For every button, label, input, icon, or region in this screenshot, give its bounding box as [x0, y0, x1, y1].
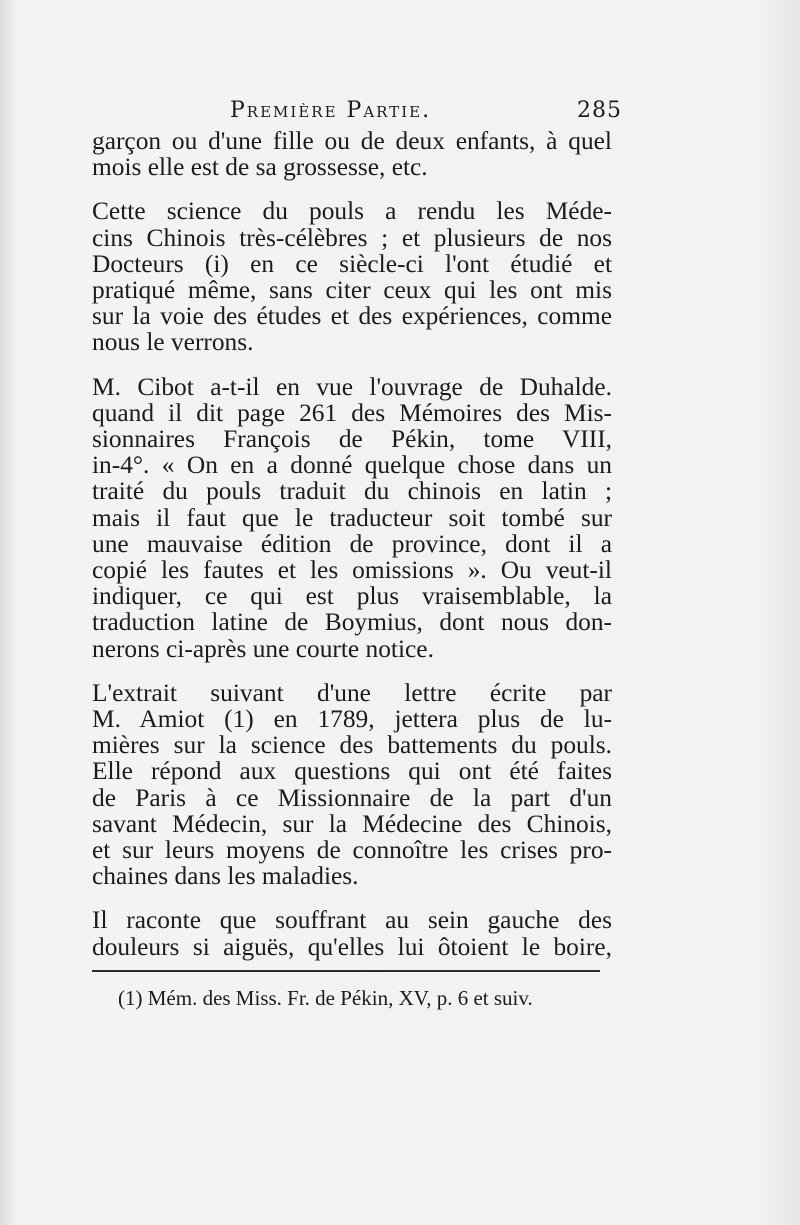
text-line: mois elle est de sa grossesse, etc. — [92, 153, 428, 182]
text-line: sur la voie des études et des expériences, comme — [92, 302, 612, 331]
text-line: traduction latine de Boymius, dont nous don- — [92, 608, 612, 637]
text-line: chaines dans les maladies. — [92, 862, 359, 891]
text-line: quand il dit page 261 des Mémoires des Mis- — [92, 398, 612, 427]
page-number: 285 — [577, 98, 622, 123]
paragraph — [92, 680, 612, 890]
text-line: M. Amiot (1) en 1789, jettera plus de lu- — [92, 705, 612, 734]
text-line: Elle répond aux questions qui ont été faites — [92, 757, 612, 786]
text-line: douleurs si aiguës, qu'elles lui ôtoient le boire, — [92, 932, 612, 961]
running-title: Première Partie. — [230, 98, 432, 123]
text-line: M. Cibot a-t-il en vue l'ouvrage de Duhalde. — [92, 372, 612, 401]
paragraph — [92, 907, 612, 959]
text-line: copié les fautes et les omissions ». Ou veut-il — [92, 556, 612, 585]
text-line: Il raconte que souffrant au sein gauche des — [92, 906, 612, 935]
running-header — [230, 98, 622, 123]
text-line: Cette science du pouls a rendu les Méde- — [92, 197, 612, 226]
body-text — [92, 128, 612, 978]
text-line: nerons ci-après une courte notice. — [92, 634, 434, 663]
text-line: pratiqué même, sans citer ceux qui les ont mis — [92, 276, 612, 305]
text-line: nous le verrons. — [92, 328, 254, 357]
text-line: et sur leurs moyens de connoître les crises pro- — [92, 836, 612, 865]
paragraph — [92, 198, 612, 355]
footnote: (1) Mém. des Miss. Fr. de Pékin, XV, p. 6 et suiv. — [118, 986, 533, 1010]
text-line: mières sur la science des battements du pouls. — [92, 731, 612, 760]
text-line: de Paris à ce Missionnaire de la part d'un — [92, 783, 612, 812]
text-line: savant Médecin, sur la Médecine des Chinois, — [92, 809, 612, 838]
text-line: Docteurs (i) en ce siècle-ci l'ont étudié et — [92, 249, 612, 278]
text-line: une mauvaise édition de province, dont il a — [92, 529, 612, 558]
text-line: in-4°. « On en a donné quelque chose dans un — [92, 451, 612, 480]
paragraph — [92, 374, 612, 662]
text-line: cins Chinois très-célèbres ; et plusieurs de nos — [92, 223, 612, 252]
text-line: L'extrait suivant d'une lettre écrite par — [92, 678, 612, 707]
footnote-rule — [92, 970, 600, 972]
paragraph — [92, 128, 612, 180]
text-line: mais il faut que le traducteur soit tombé sur — [92, 503, 612, 532]
text-line: traité du pouls traduit du chinois en latin ; — [92, 477, 612, 506]
text-line: sionnaires François de Pékin, tome VIII, — [92, 425, 612, 454]
text-line: garçon ou d'une fille ou de deux enfants, à quel — [92, 127, 612, 155]
text-line: indiquer, ce qui est plus vraisemblable, la — [92, 582, 612, 611]
